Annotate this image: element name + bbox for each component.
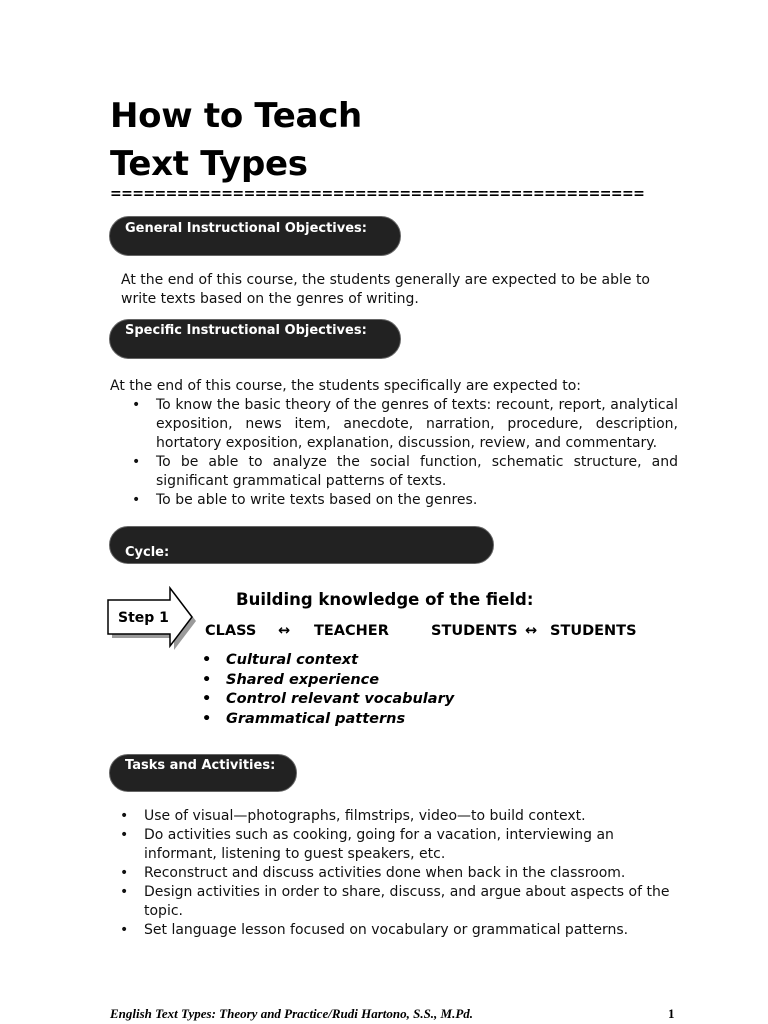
bullet-icon: • [202, 691, 212, 707]
general-objectives-label: General Instructional Objectives: [125, 221, 367, 236]
class-label: CLASS [205, 623, 257, 639]
cycle-heading [109, 526, 494, 564]
list-item: • Design activities in order to share, discuss, and argue about aspects of the topic. [120, 884, 670, 919]
page-number: 1 [668, 1006, 675, 1021]
list-item: • To be able to write texts based on the genres. [132, 492, 478, 508]
tasks-label: Tasks and Activities: [125, 758, 276, 773]
list-item: • Set language lesson focused on vocabulary or grammatical patterns. [120, 922, 629, 938]
specific-objectives-label: Specific Instructional Objectives: [125, 323, 367, 338]
students-label-2: STUDENTS [550, 623, 637, 639]
general-objectives-heading [109, 216, 401, 256]
students-label-1: STUDENTS [431, 623, 518, 639]
list-item: • Cultural context [202, 651, 602, 671]
separator-line: ================================================ [110, 186, 645, 202]
bullet-icon: • [120, 865, 129, 881]
list-item: • Use of visual—photographs, filmstrips, video—to build context. [120, 808, 586, 824]
list-item: • Do activities such as cooking, going for a vacation, interviewing an informant, listening to guest speakers, etc. [120, 827, 614, 862]
specific-objectives-list [132, 396, 678, 510]
bullet-icon: • [132, 397, 141, 413]
tasks-list [120, 807, 680, 940]
list-item: • Grammatical patterns [202, 710, 602, 730]
bullet-icon: • [132, 492, 141, 508]
bullet-icon: • [132, 454, 141, 470]
bullet-icon: • [202, 710, 212, 727]
specific-objectives-intro: At the end of this course, the students specifically are expected to: [110, 378, 581, 394]
bullet-icon: • [202, 671, 212, 688]
bullet-icon: • [120, 808, 129, 824]
bullet-icon: • [120, 884, 129, 900]
list-item: • Control relevant vocabulary [202, 690, 602, 710]
list-item: • To be able to analyze the social function, schematic structure, and significant grammatical patterns of texts. [132, 454, 678, 489]
bullet-icon: • [120, 827, 129, 843]
teacher-label: TEACHER [314, 623, 389, 639]
list-item: • To know the basic theory of the genres of texts: recount, report, analytical exposition, news item, anecdote, narration, procedure, description, hortatory exposition, explanation, discussion, review, and commentary. [132, 397, 678, 451]
bullet-icon: • [202, 652, 212, 668]
list-item: • Reconstruct and discuss activities done when back in the classroom. [120, 865, 626, 881]
list-item: • Shared experience [202, 671, 602, 691]
class-teacher-arrow: ↔ [278, 623, 291, 639]
bullet-icon: • [120, 922, 129, 938]
step-1-label: Step 1 [118, 610, 169, 626]
step-1-title: Building knowledge of the field: [236, 590, 534, 609]
students-arrow: ↔ [525, 623, 538, 639]
step-1-list [202, 651, 602, 729]
specific-objectives-heading [109, 319, 401, 359]
general-objectives-text: At the end of this course, the students generally are expected to be able to write texts based on the genres of writing. [121, 272, 650, 307]
tasks-heading [109, 754, 297, 792]
footer-text: English Text Types: Theory and Practice/Rudi Hartono, S.S., M.Pd. [110, 1006, 474, 1021]
page-title-line1: How to Teach [110, 96, 362, 136]
page-title-line2: Text Types [110, 144, 308, 184]
cycle-label: Cycle: [125, 545, 170, 560]
